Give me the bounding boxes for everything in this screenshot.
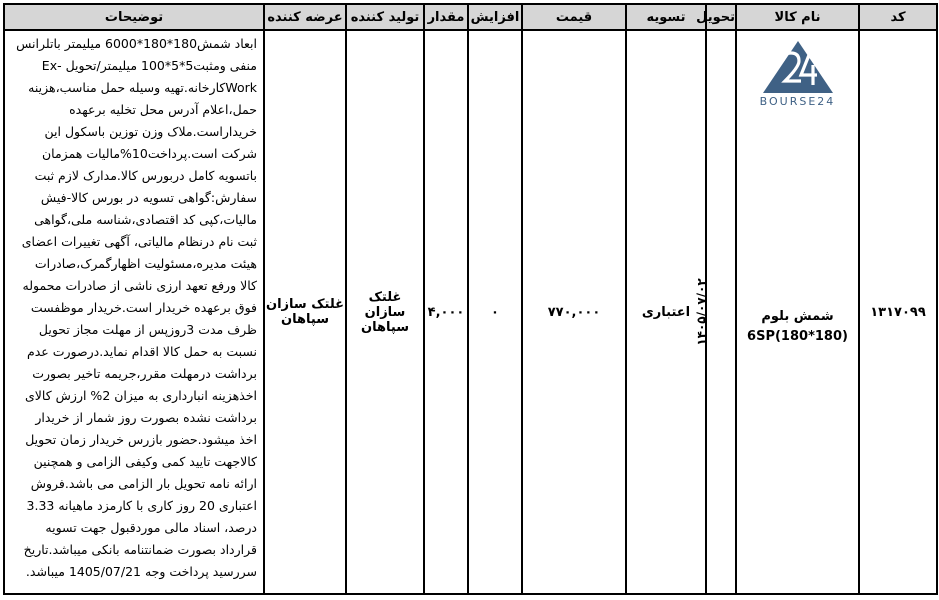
goods-name-line-2: (180*180)6SP — [747, 329, 848, 344]
commodity-offer-table — [3, 3, 938, 595]
header-increase: افزایش — [468, 4, 522, 30]
header-description: توضیحات — [4, 4, 264, 30]
goods-name-line-1: شمش بلوم — [761, 309, 834, 324]
header-delivery: تحویل — [706, 4, 736, 30]
cell-quantity: ۴,۰۰۰ — [424, 30, 468, 594]
cell-goods-name — [736, 30, 859, 594]
header-row — [4, 4, 937, 30]
delivery-date: ۱۴۰۵/۰۷/۰۲ — [694, 277, 709, 346]
logo-wordmark: BOURSE24 — [759, 95, 836, 108]
cell-producer: غلتک سازان سپاهان — [346, 30, 424, 594]
header-quantity: مقدار — [424, 4, 468, 30]
cell-description — [4, 30, 264, 594]
cell-settlement: اعتباری — [626, 30, 706, 594]
cell-increase: ۰ — [468, 30, 522, 594]
header-supplier: عرضه کننده — [264, 4, 346, 30]
goods-name-text — [737, 307, 858, 347]
bourse24-logo — [750, 39, 846, 108]
header-settlement: تسویه — [626, 4, 706, 30]
cell-code: ۱۳۱۷۰۹۹ — [859, 30, 937, 594]
description-text: ابعاد شمش180*180*6000 میلیمتر باتلرانس منفی ومثبت5*5*100 میلیمتر/تحویل Ex-Workکارخانه.تهیه وسیله حمل مناسب،هزینه حمل،اعلام آدرس محل تخلیه برعهده خریداراست.ملاک وزن توزین باسکول این شرکت است.پرداخت10%مالیات همزمان باتسویه کامل دربورس کالا.مدارک لازم ثبت سفارش:گواهی تسویه در بورس کالا-فیش مالیات،کپی کد اقتصادی،شناسه ملی،گواهی ثبت نام درنظام مالیاتی، آگهی تغییرات اعضای هیئت مدیره،مسئولیت اظهارگمرک،صادرات کالا ورفع تعهد ارزی ناشی از صادرات محموله فوق برعهده خریدار است.خریدار موظفست ظرف مدت 3روزپس از مهلت مجاز تحویل نسبت به حمل کالا اقدام نماید.درصورت عدم برداشت درمهلت مقرر،جریمه تاخیر بصورت اخذهزینه انبارداری به میزان 2% ارزش کالای برداشت نشده بصورت روز شمار از خریدار اخذ میشود.حضور بازرس خریدار زمان تحویل کالاجهت تایید کمی وکیفی الزامی و همچنین ارائه نامه تحویل بار الزامی می باشد.فروش اعتباری 20 روز کاری با کارمزد ماهیانه 3.33 درصد، اسناد مالی موردقبول جهت تسویه قرارداد بصورت ضمانتنامه بانکی میباشد.تاریخ سررسید پرداخت وجه 1405/07/21 میباشد. — [16, 36, 257, 579]
cell-supplier: غلتک سازان سپاهان — [264, 30, 346, 594]
header-price: قیمت — [522, 4, 626, 30]
header-producer: تولید کننده — [346, 4, 424, 30]
cell-price: ۷۷۰,۰۰۰ — [522, 30, 626, 594]
bourse24-logo-icon — [761, 39, 835, 93]
cell-delivery — [694, 30, 736, 594]
header-code: کد — [859, 4, 937, 30]
table-row — [4, 30, 937, 594]
offer-table-frame — [3, 3, 936, 595]
header-goods-name: نام کالا — [736, 4, 859, 30]
